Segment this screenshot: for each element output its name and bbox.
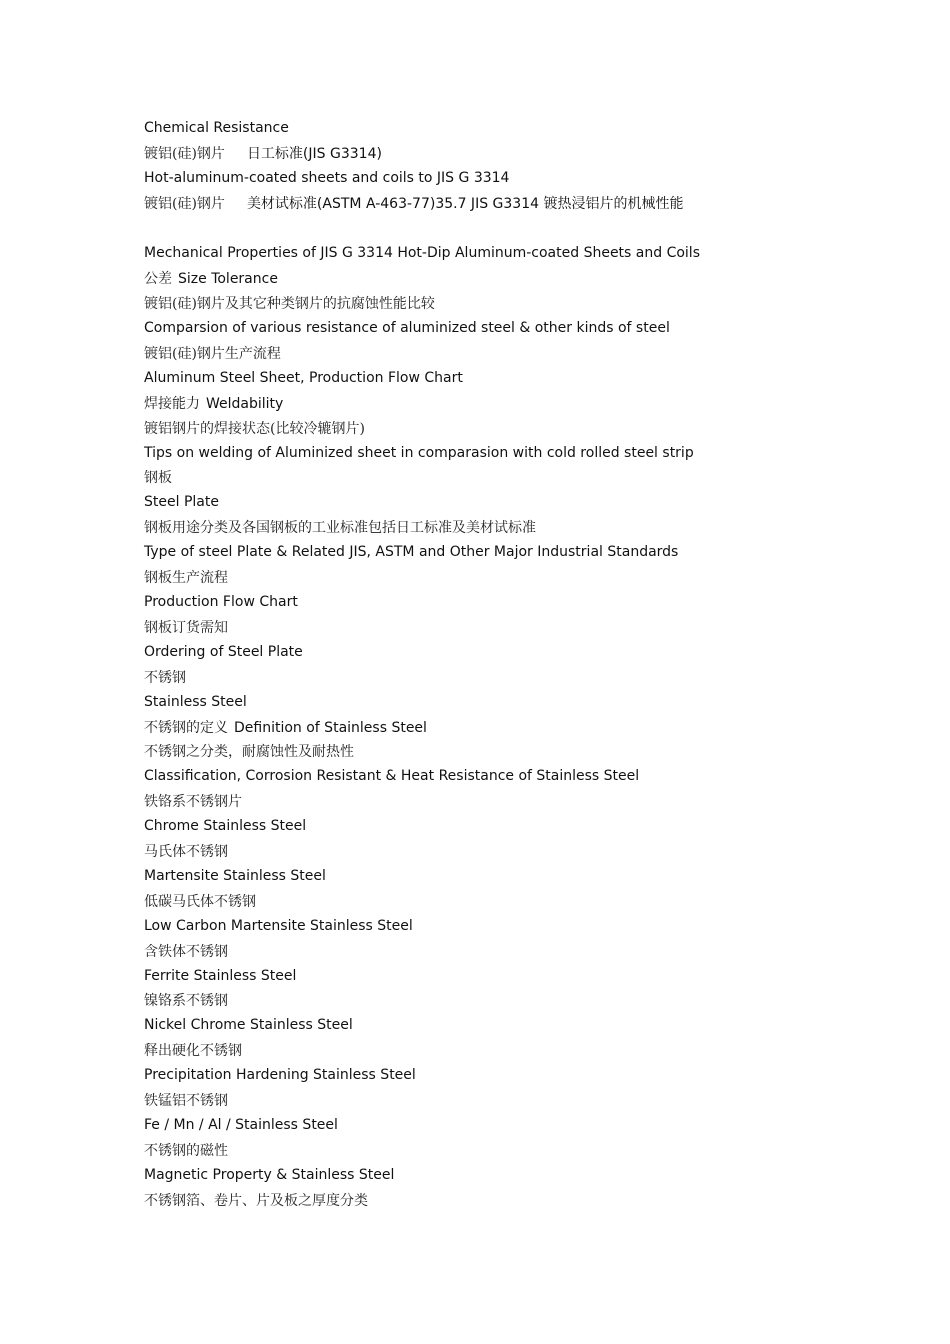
text-segment: 美材试标准(ASTM A-463-77)35.7 JIS G3314 镀热浸铝片的机械性能 bbox=[246, 196, 684, 212]
text-line: Ferrite Stainless Steel bbox=[144, 968, 297, 984]
text-line: 镍铬系不锈钢 bbox=[144, 993, 228, 1009]
text-line: Aluminum Steel Sheet, Production Flow Chart bbox=[144, 370, 463, 386]
text-line: Martensite Stainless Steel bbox=[144, 868, 326, 884]
text-segment: 公差 bbox=[144, 271, 172, 287]
text-line: 低碳马氏体不锈钢 bbox=[144, 894, 256, 910]
text-line: Ordering of Steel Plate bbox=[144, 644, 303, 660]
text-line: 铁铬系不锈钢片 bbox=[144, 794, 242, 810]
text-line: Magnetic Property & Stainless Steel bbox=[144, 1167, 395, 1183]
text-segment: Weldability bbox=[206, 396, 284, 412]
text-line: Hot-aluminum-coated sheets and coils to JIS G 3314 bbox=[144, 170, 510, 186]
text-segment: 不锈钢的定义 bbox=[144, 720, 228, 736]
text-line bbox=[144, 267, 278, 291]
text-segment: Definition of Stainless Steel bbox=[234, 720, 427, 736]
text-line: 钢板生产流程 bbox=[144, 570, 228, 586]
text-line: 镀铝钢片的焊接状态(比较冷辘钢片) bbox=[144, 421, 365, 437]
text-line bbox=[144, 192, 683, 216]
text-segment: 镀铝(硅)钢片 bbox=[144, 196, 225, 212]
text-line: Production Flow Chart bbox=[144, 594, 298, 610]
text-line: Fe / Mn / Al / Stainless Steel bbox=[144, 1117, 338, 1133]
text-line: 镀铝(硅)钢片及其它种类钢片的抗腐蚀性能比较 bbox=[144, 296, 435, 312]
text-line: Comparsion of various resistance of aluminized steel & other kinds of steel bbox=[144, 320, 670, 336]
text-line: Nickel Chrome Stainless Steel bbox=[144, 1017, 353, 1033]
text-segment: 镀铝(硅)钢片 bbox=[144, 146, 225, 162]
text-line: Chrome Stainless Steel bbox=[144, 818, 307, 834]
text-line bbox=[144, 392, 283, 416]
text-line: 钢板用途分类及各国钢板的工业标准包括日工标准及美材试标准 bbox=[144, 520, 536, 536]
text-segment: 焊接能力 bbox=[144, 396, 200, 412]
text-line: 不锈钢的磁性 bbox=[144, 1143, 228, 1159]
text-line: Stainless Steel bbox=[144, 694, 247, 710]
text-line: 马氏体不锈钢 bbox=[144, 844, 228, 860]
text-line: Classification, Corrosion Resistant & Heat Resistance of Stainless Steel bbox=[144, 768, 640, 784]
text-line: 不锈钢箔、卷片、片及板之厚度分类 bbox=[144, 1193, 368, 1209]
text-line: 铁锰铝不锈钢 bbox=[144, 1093, 228, 1109]
text-line bbox=[144, 142, 382, 166]
text-line: 释出硬化不锈钢 bbox=[144, 1043, 242, 1059]
text-segment: Size Tolerance bbox=[178, 271, 278, 287]
text-line: Tips on welding of Aluminized sheet in comparasion with cold rolled steel strip bbox=[144, 445, 694, 461]
text-line: 镀铝(硅)钢片生产流程 bbox=[144, 346, 281, 362]
text-line: Steel Plate bbox=[144, 494, 219, 510]
text-line: 钢板订货需知 bbox=[144, 620, 228, 636]
text-segment: 日工标准(JIS G3314) bbox=[246, 146, 382, 162]
text-line: 钢板 bbox=[144, 470, 172, 486]
text-line: 不锈钢 bbox=[144, 670, 186, 686]
text-line: Chemical Resistance bbox=[144, 120, 289, 136]
text-line bbox=[144, 716, 427, 740]
text-line: Low Carbon Martensite Stainless Steel bbox=[144, 918, 413, 934]
text-line: 不锈钢之分类，耐腐蚀性及耐热性 bbox=[144, 744, 354, 760]
text-line: Precipitation Hardening Stainless Steel bbox=[144, 1067, 416, 1083]
text-line: Mechanical Properties of JIS G 3314 Hot-Dip Aluminum-coated Sheets and Coils bbox=[144, 245, 700, 261]
text-line: 含铁体不锈钢 bbox=[144, 944, 228, 960]
text-line: Type of steel Plate & Related JIS, ASTM and Other Major Industrial Standards bbox=[144, 544, 679, 560]
